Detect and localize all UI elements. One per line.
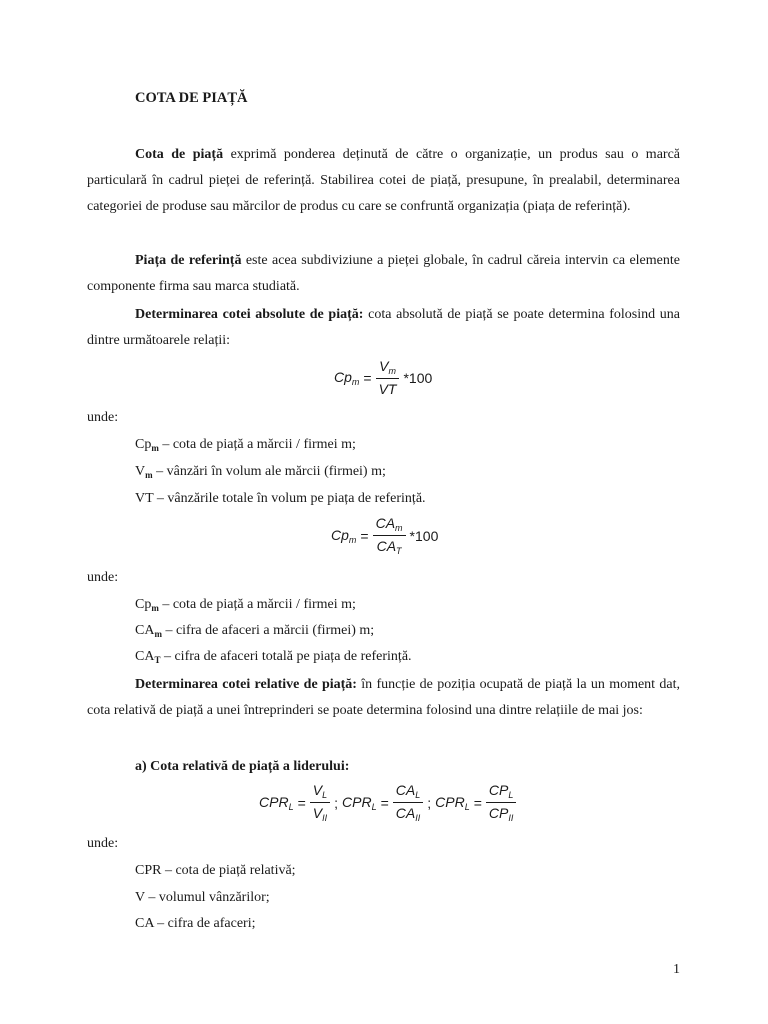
unde-label: unde:	[87, 836, 119, 851]
formula-cota-absoluta-volum: $Cp_m$ = $\frac{V_m}{VT}$ *100	[334, 358, 433, 397]
fraction: $\frac{V_m}{VT}$	[376, 358, 400, 397]
paragraph-cota-absoluta	[87, 302, 680, 354]
term-cota-relativa: Determinarea cotei relative de piață:	[135, 677, 357, 692]
paragraph-text: cota absolută de piață se poate determina folosind una dintre următoarele relații:	[87, 307, 680, 348]
definition-item: $V_m$ – vânzări în volum ale mărcii (firmei) m;	[135, 464, 386, 480]
page-number: 1	[673, 962, 680, 977]
paragraph-cota-relativa	[87, 672, 680, 724]
unde-label: unde:	[87, 570, 119, 585]
unde-label: unde:	[87, 410, 119, 425]
formula-cota-absoluta-cifra-afaceri: $Cp_m$ = $\frac{CA_m}{CA_T}$ *100	[331, 515, 439, 556]
term-cota-absoluta: Determinarea cotei absolute de piață:	[135, 307, 364, 322]
paragraph-cota-de-piata	[87, 142, 680, 220]
definition-item: $Cp_m$ – cota de piață a mărcii / firmei m;	[135, 597, 356, 613]
definition-item: CPR – cota de piață relativă;	[135, 863, 296, 878]
subheading-cota-relativa-lider: a) Cota relativă de piață a liderului:	[135, 759, 350, 774]
term-piata-de-referinta: Piața de referință	[135, 253, 242, 268]
fraction: $\frac{CP_L}{CP_{II}}$	[486, 782, 516, 823]
definition-item: $CA_m$ – cifra de afaceri a mărcii (firmei) m;	[135, 623, 375, 639]
page-title: COTA DE PIAȚĂ	[135, 90, 248, 106]
definition-item: CA – cifra de afaceri;	[135, 916, 256, 931]
fraction: $\frac{CA_L}{CA_{II}}$	[393, 782, 423, 823]
paragraph-piata-de-referinta	[87, 248, 680, 300]
term-cota-de-piata: Cota de piață	[135, 147, 224, 162]
definition-item: V – volumul vânzărilor;	[135, 890, 270, 905]
paragraph-text: în funcție de poziția ocupată de piață la un moment dat, cota relativă de piață a unei întreprinderi se poate determina folosind una dintre relațiile de mai jos:	[87, 677, 680, 718]
definition-item: VT – vânzările totale în volum pe piața de referință.	[135, 491, 426, 506]
definition-item: $Cp_m$ – cota de piață a mărcii / firmei m;	[135, 437, 356, 453]
definition-item: $CA_T$ – cifra de afaceri totală pe piața de referință.	[135, 649, 412, 665]
paragraph-text: este acea subdiviziune a pieței globale, în cadrul căreia intervin ca elemente componente firma sau marca studiată.	[87, 253, 680, 294]
fraction: $\frac{V_L}{V_{II}}$	[310, 782, 330, 823]
fraction: $\frac{CA_m}{CA_T}$	[373, 515, 406, 556]
formula-cota-relativa-lider: $CPR_L$ = $\frac{V_L}{V_{II}}$ ; $CPR_L$ = $\frac{CA_L}{CA_{II}}$ ; $CPR_L$ = $\frac{CP_L}{CP_{II}}$	[259, 782, 516, 823]
paragraph-text: exprimă ponderea deținută de către o organizație, un produs sau o marcă particulară în cadrul pieței de referință. Stabilirea cotei de piață, presupune, în prealabil, determinarea categoriei de produse sau mărcilor de produs cu care se confruntă organizația (piața de referință).	[87, 147, 680, 214]
